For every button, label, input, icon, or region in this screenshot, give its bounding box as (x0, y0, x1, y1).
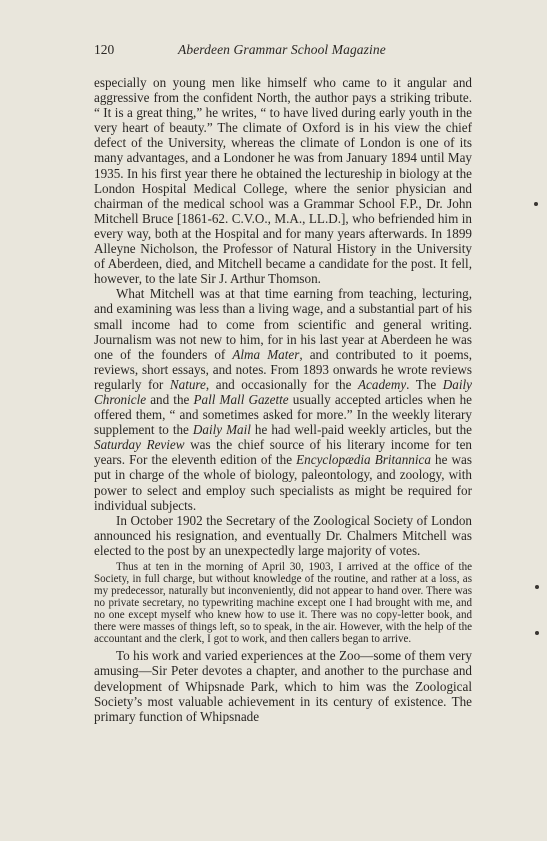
body-text (94, 75, 472, 724)
running-head: Aberdeen Grammar School Magazine (178, 42, 386, 57)
text-run: and the (146, 391, 194, 407)
margin-mark (535, 631, 539, 635)
italic-title: Encyclopædia Britannica (296, 452, 431, 468)
text-run: In October 1902 the Secretary of the Zoological Society of London announced his resignation, and eventually Dr. Chalmers Mitchell was elected to the post by an unexpectedly large majority of votes. (94, 512, 472, 558)
italic-title: Academy (358, 376, 407, 392)
paragraph (94, 75, 472, 286)
text-run: he was put in charge of the whole of biology, paleontology, and zoology, with power to select and employ such specialists as might be required for individual subjects. (94, 452, 472, 513)
text-run: , and contributed to it poems, reviews, short essays, and notes. From 1893 onwards he wrote reviews regularly for (94, 346, 472, 392)
italic-title: Alma Mater (232, 346, 300, 362)
text-run: . The (406, 376, 443, 392)
text-run: usually accepted articles when he offered them, “ and sometimes asked for more.” In the weekly literary supplement to the (94, 391, 472, 438)
text-run: , and occasionally for the (205, 376, 359, 392)
paragraph (94, 648, 472, 723)
text-run: To his work and varied experiences at the Zoo—some of them very amusing—Sir Peter devotes a chapter, and another to the purchase and development of Whipsnade Park, which to him was the Zoological Society’s most valuable achievement in its century of existence. The primary function of Whipsnade (94, 648, 472, 724)
text-run: What Mitchell was at that time earning from teaching, lecturing, and examining was less than a living wage, and a substantial part of his small income had to come from scientific and general writing. Journalism was not new to him, for in his last year at Aberdeen he was one of the founders of (94, 286, 472, 362)
italic-title: Daily Mail (192, 422, 251, 438)
text-run: Thus at ten in the morning of April 30, 1903, I arrived at the office of the Society, in full charge, but without knowledge of the routine, and rather at a loss, as my predecessor, naturally but inconveniently, did not appear to hand over. There was no private secretary, no typewriting machine except one I had brought with me, and no one except myself who knew how to use it. There was no copy-letter book, and there were masses of things left, so to speak, in the air. However, with the help of the accountant and the clerk, I got to work, and then callers began to arrive. (94, 561, 472, 646)
text-run: was the chief source of his literary income for ten years. For the eleventh edition of the (94, 437, 472, 468)
page-number: 120 (94, 42, 115, 57)
block-quote (94, 561, 472, 645)
paragraph (94, 286, 472, 512)
text-run: especially on young men like himself who came to it angular and aggressive from the confident North, the author pays a striking tribute. “ It is a great thing,” he writes, “ to have lived during early youth in the very heart of beauty.” The climate of Oxford is in his view the chief defect of the University, whereas the climate of London is one of its many advantages, and a Londoner he was from January 1894 until May 1935. In his first year there he obtained the lectureship in biology at the London Hospital Medical College, where the senior physician and chairman of the medical school was a Grammar School F.P., Dr. John Mitchell Bruce [1861-62. C.V.O., M.A., LL.D.], who befriended him in every way, both at the Hospital and for many years afterwards. In 1899 Alleyne Nicholson, the Professor of Natural History in the University of Aberdeen, died, and Mitchell became a candidate for the post. It fell, however, to the late Sir J. Arthur Thomson. (94, 75, 472, 287)
paragraph (94, 513, 472, 558)
page-header (94, 42, 472, 62)
margin-mark (535, 585, 539, 589)
italic-title: Nature (169, 376, 206, 392)
text-run: he had well-paid weekly articles, but the (250, 422, 472, 438)
italic-title: Pall Mall Gazette (193, 391, 289, 407)
italic-title: Daily Chronicle (94, 376, 472, 407)
margin-mark (534, 202, 538, 206)
italic-title: Saturday Review (94, 437, 185, 453)
